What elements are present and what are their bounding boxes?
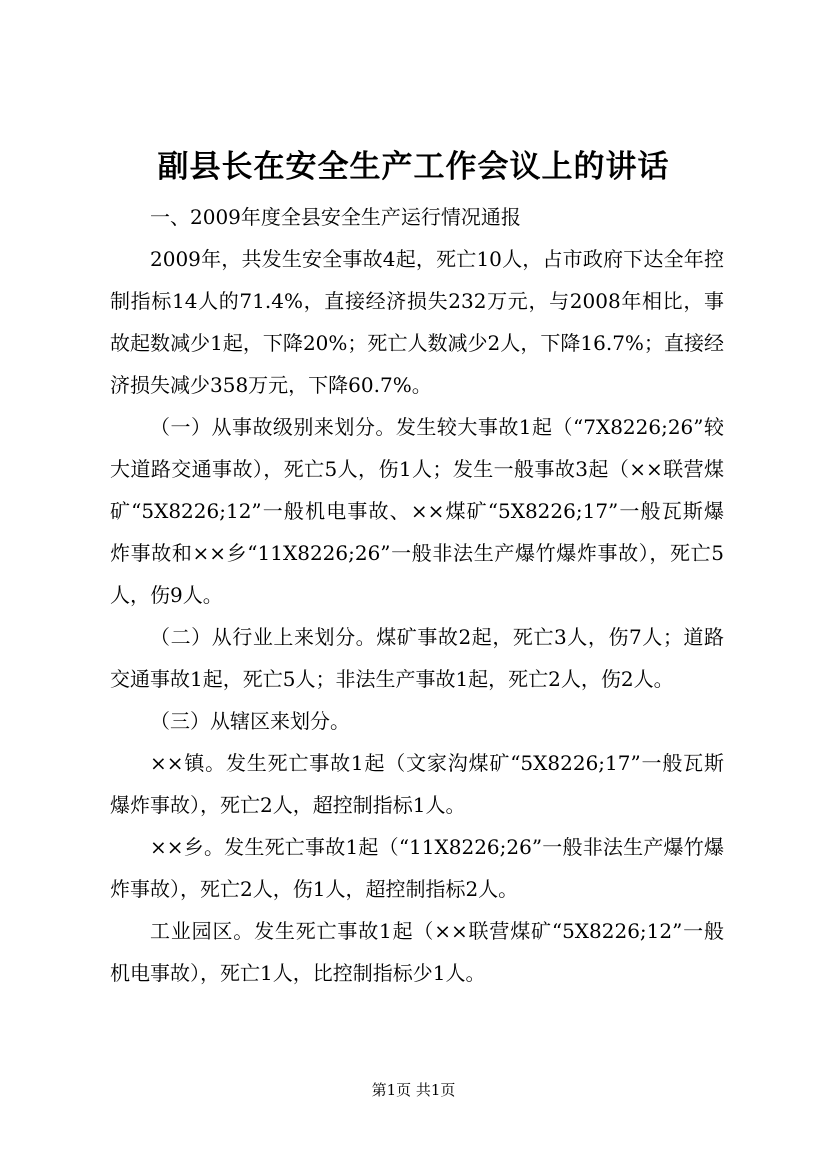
paragraph-industrial-park: 工业园区。发生死亡事故1起（××联营煤矿“5X8226;12”一般机电事故），死亡1人，比控制指标少1人。 [110, 919, 724, 985]
paragraph-by-district-heading: （三）从辖区来划分。 [150, 709, 350, 733]
section-heading: 一、2009年度全县安全生产运行情况通报 [150, 205, 521, 229]
paragraph-town: ××镇。发生死亡事故1起（文家沟煤矿“5X8226;17”一般瓦斯爆炸事故），死亡2人，超控制指标1人。 [110, 751, 724, 817]
paragraph-township: ××乡。发生死亡事故1起（“11X8226;26”一般非法生产爆竹爆炸事故），死亡2人，伤1人，超控制指标2人。 [110, 835, 724, 901]
document-title: 副县长在安全生产工作会议上的讲话 [157, 149, 670, 185]
paragraph-by-level: （一）从事故级别来划分。发生较大事故1起（“7X8226;26”较大道路交通事故），死亡5人，伤1人；发生一般事故3起（××联营煤矿“5X8226;12”一般机电事故、××煤矿“5X8226;17”一般瓦斯爆炸事故和××乡“11X8226;26”一般非法生产爆竹爆炸事故），死亡5人，伤9人。 [110, 415, 724, 607]
page-footer: 第1页 共1页 [371, 1081, 456, 1099]
paragraph-by-industry: （二）从行业上来划分。煤矿事故2起，死亡3人，伤7人；道路交通事故1起，死亡5人；非法生产事故1起，死亡2人，伤2人。 [110, 625, 724, 691]
document-body [110, 196, 724, 994]
paragraph-summary: 2009年，共发生安全事故4起，死亡10人，占市政府下达全年控制指标14人的71.4%，直接经济损失232万元，与2008年相比，事故起数减少1起，下降20%；死亡人数减少2人，下降16.7%；直接经济损失减少358万元，下降60.7%。 [110, 247, 724, 397]
